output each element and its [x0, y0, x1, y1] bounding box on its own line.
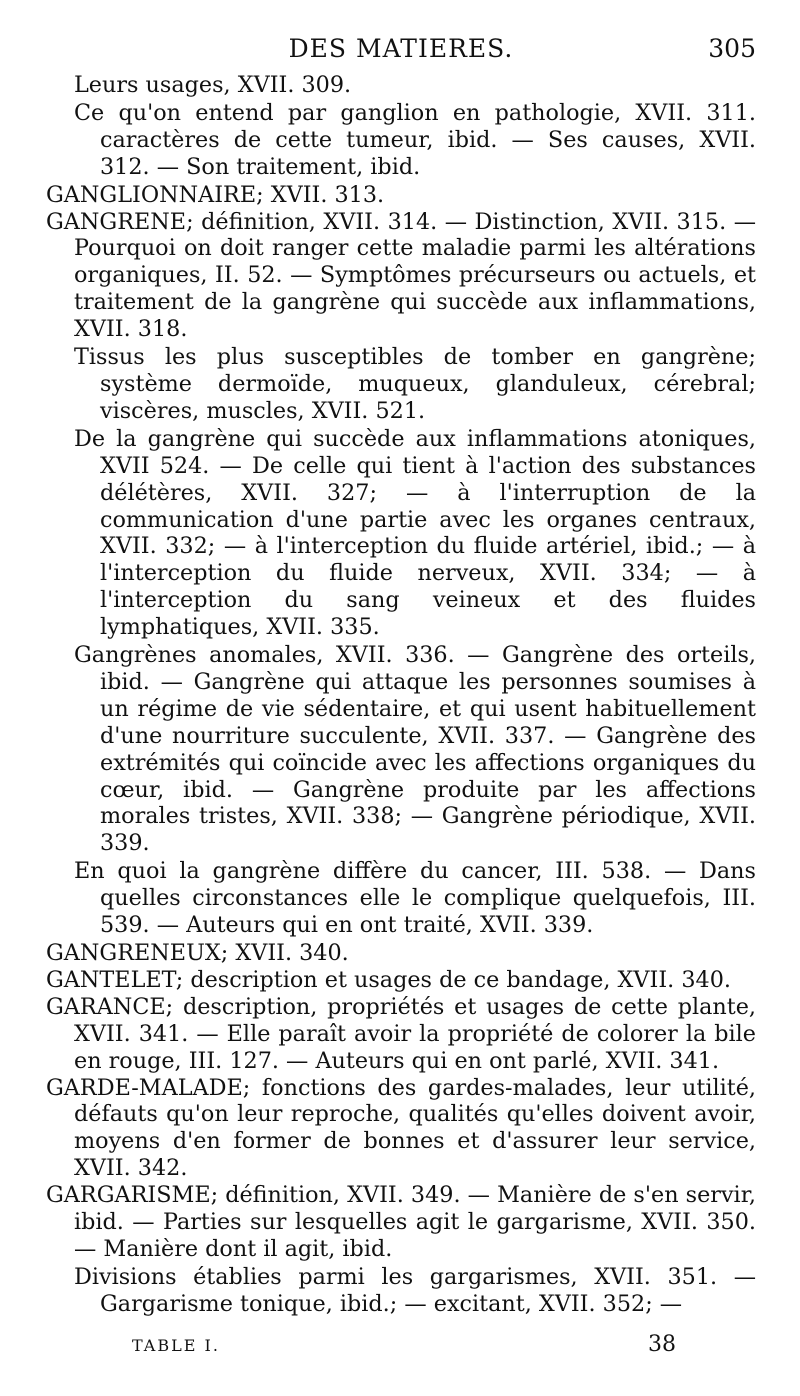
index-entry: GARANCE; description, propriétés et usages de cette plante, XVII. 341. — Elle paraît avoir la propriété de colorer la bile en rouge, III. 127. — Auteurs qui en ont parlé, XVII. 341. [46, 993, 756, 1074]
page-header [46, 28, 756, 72]
index-entry: GANGRENEUX; XVII. 340. [46, 940, 349, 966]
sheet-number: 38 [648, 1332, 676, 1357]
index-entry: De la gangrène qui succède aux inflammations atoniques, XVII 524. — De celle qui tient à l'action des substances délétères, XVII. 327; — à l'interruption de la communication d'une partie avec les organes centraux, XVII. 332; — à l'interception du fluide artériel, ibid.; — à l'interception du fluide nerveux, XVII. 334; — à l'interception du sang veineux et des fluides lymphatiques, XVII. 335. [74, 425, 756, 641]
index-entry: Gangrènes anomales, XVII. 336. — Gangrène des orteils, ibid. — Gangrène qui attaque les personnes soumises à un régime de vie sédentaire, et qui usent habituellement d'une nourriture succulente, XVII. 337. — Gangrène des extrémités qui coïncide avec les affections organiques du cœur, ibid. — Gangrène produite par les affections morales tristes, XVII. 338; — Gangrène périodique, XVII. 339. [74, 642, 756, 857]
index-entry: GANTELET; description et usages de ce bandage, XVII. 340. [46, 966, 731, 993]
index-entry: GANGRENE; définition, XVII. 314. — Distinction, XVII. 315. — Pourquoi on doit ranger cette maladie parmi les altérations organiques, II. 52. — Symptômes précurseurs ou actuels, et traitement de la gangrène qui succède aux inflammations, XVII. 318. [46, 208, 756, 343]
page-number: 305 [708, 34, 756, 63]
index-entry: GARDE-MALADE; fonctions des gardes-malades, leur utilité, défauts qu'on leur reproche, qualités qu'elles doivent avoir, moyens d'en former de bonnes et d'assurer leur service, XVII. 342. [46, 1074, 756, 1182]
page-footer [0, 1332, 800, 1362]
index-entry: Tissus les plus susceptibles de tomber en gangrène; système dermoïde, muqueux, glanduleux, cérebral; viscères, muscles, XVII. 521. [74, 344, 756, 424]
index-entry: Ce qu'on entend par ganglion en pathologie, XVII. 311. caractères de cette tumeur, ibid. — Ses causes, XVII. 312. — Son traitement, ibid. [74, 99, 756, 180]
running-title: DES MATIERES. [288, 34, 514, 63]
index-entry: GARGARISME; définition, XVII. 349. — Manière de s'en servir, ibid. — Parties sur lesquelles agit le gargarisme, XVII. 350. — Manière dont il agit, ibid. [46, 1182, 756, 1262]
index-entry: Divisions établies parmi les gargarismes, XVII. 351. — Gargarisme tonique, ibid.; — excitant, XVII. 352; — [74, 1263, 756, 1317]
signature-mark: TABLE I. [132, 1336, 220, 1355]
index-entry: GANGLIONNAIRE; XVII. 313. [46, 181, 385, 208]
index-entry: Leurs usages, XVII. 309. [74, 72, 352, 98]
index-entry: En quoi la gangrène diffère du cancer, III. 538. — Dans quelles circonstances elle le complique quelquefois, III. 539. — Auteurs qui en ont traité, XVII. 339. [74, 858, 756, 939]
index-entries [46, 72, 756, 1318]
